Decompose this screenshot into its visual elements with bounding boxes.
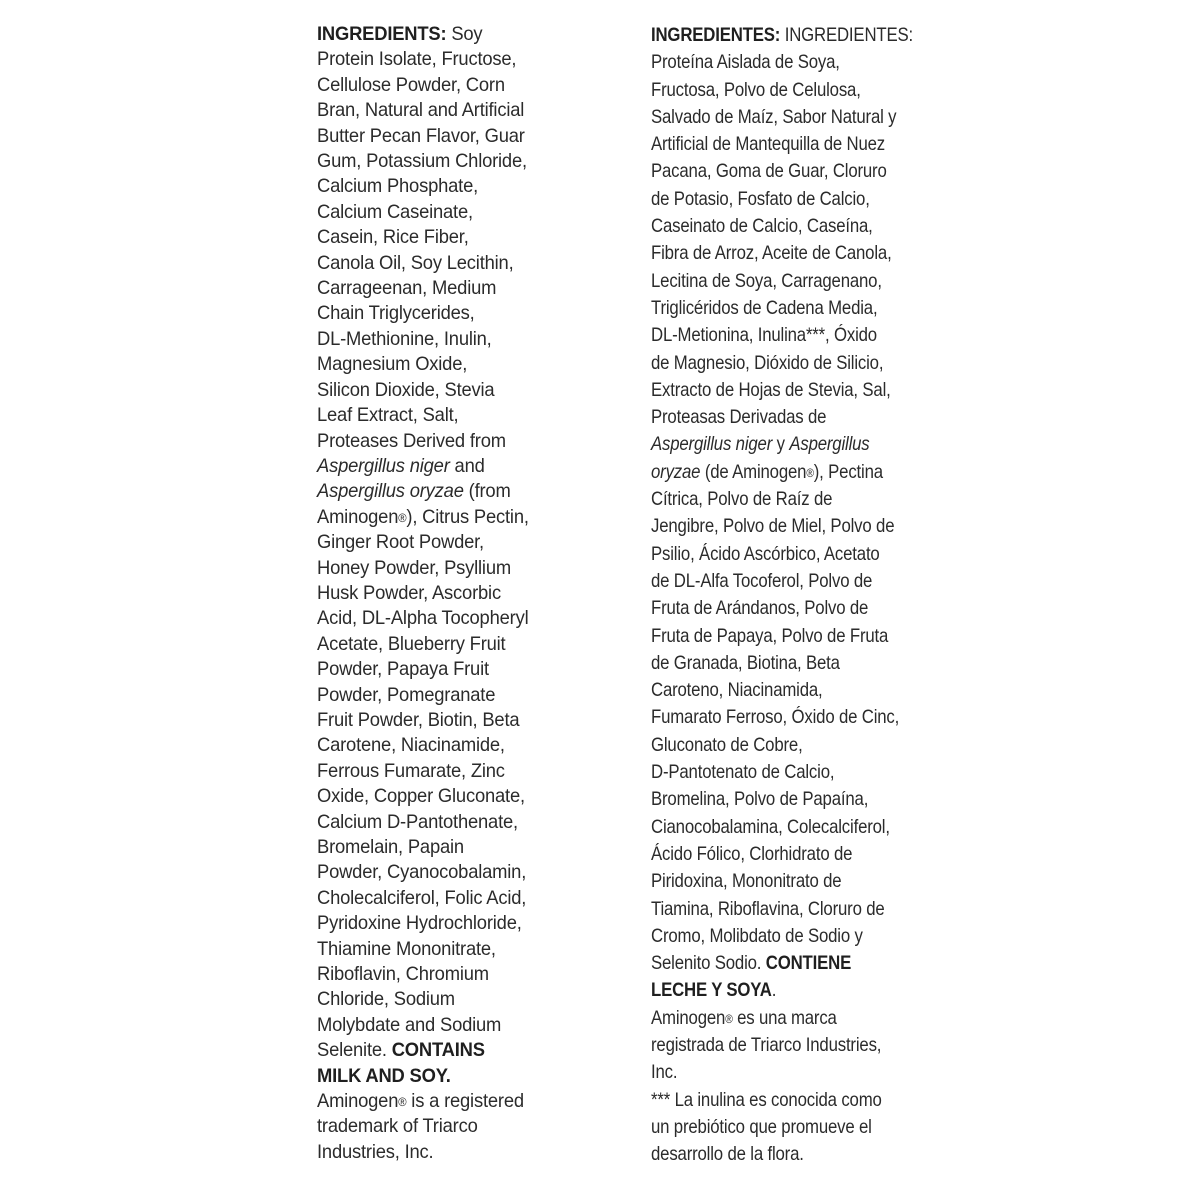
english-line: [317, 505, 529, 530]
spanish-line: [651, 431, 870, 458]
spanish-line-text: y: [772, 433, 790, 456]
english-line: Honey Powder, Psyllium: [317, 556, 511, 579]
spanish-lines-after: [651, 486, 900, 950]
spanish-line: Psilio, Ácido Ascórbico, Acetato: [651, 542, 880, 565]
spanish-line: Tiamina, Riboflavina, Cloruro de: [651, 897, 885, 920]
english-line-text: is a registered: [406, 1090, 524, 1113]
english-line: Chloride, Sodium: [317, 988, 455, 1011]
spanish-line: Fruta de Arándanos, Polvo de: [651, 597, 869, 620]
english-heading: INGREDIENTS:: [317, 23, 447, 45]
english-trademark-line: [317, 1089, 524, 1114]
spanish-italic-aspergillus: Aspergillus: [789, 433, 870, 456]
spanish-line: Jengibre, Polvo de Miel, Polvo de: [651, 515, 895, 538]
english-line: Proteases Derived from: [317, 429, 506, 452]
spanish-line: D-Pantotenato de Calcio,: [651, 761, 835, 784]
registered-mark: ®: [398, 1095, 407, 1110]
registered-mark: ®: [725, 1011, 733, 1026]
spanish-line-text: ), Pectina: [813, 460, 883, 483]
registered-mark: ®: [398, 510, 407, 525]
english-line: Acid, DL-Alpha Tocopheryl: [317, 607, 529, 630]
english-line: Calcium Caseinate,: [317, 200, 473, 223]
spanish-aminogen-word: Aminogen: [651, 1006, 726, 1029]
spanish-line: Triglicéridos de Cadena Media,: [651, 296, 878, 319]
spanish-footnote-line: un prebiótico que promueve el: [651, 1115, 872, 1138]
spanish-heading: INGREDIENTES:: [651, 24, 781, 46]
english-line: Canola Oil, Soy Lecithin,: [317, 251, 514, 274]
english-line: Pyridoxine Hydrochloride,: [317, 912, 522, 935]
spanish-line-text: Selenito Sodio.: [651, 952, 766, 975]
spanish-line: Proteína Aislada de Soya,: [651, 51, 840, 74]
english-trademark-line: Industries, Inc.: [317, 1140, 434, 1163]
english-line: [317, 1038, 485, 1063]
english-line: Powder, Papaya Fruit: [317, 658, 489, 681]
english-line: Magnesium Oxide,: [317, 353, 468, 376]
english-line: Bromelain, Papain: [317, 836, 464, 858]
spanish-trademark-line: [651, 1005, 837, 1032]
spanish-line: [651, 977, 776, 1004]
english-contains-statement: MILK AND SOY.: [317, 1064, 451, 1087]
english-line: Molybdate and Sodium: [317, 1013, 502, 1036]
spanish-line: de Granada, Biotina, Beta: [651, 651, 840, 674]
spanish-contains-statement: CONTIENE: [765, 952, 852, 975]
spanish-line: [651, 950, 851, 977]
english-line: Cholecalciferol, Folic Acid,: [317, 886, 527, 909]
spanish-line: de Potasio, Fosfato de Calcio,: [651, 187, 870, 210]
spanish-line: Fructosa, Polvo de Celulosa,: [651, 78, 861, 101]
english-line: Cellulose Powder, Corn: [317, 73, 505, 96]
spanish-line: Caroteno, Niacinamida,: [651, 679, 823, 702]
english-line: Leaf Extract, Salt,: [317, 404, 459, 427]
english-line-text: (from: [463, 480, 511, 503]
english-line: DL-Methionine, Inulin,: [317, 327, 492, 350]
spanish-line: Fumarato Ferroso, Óxido de Cinc,: [651, 706, 900, 729]
spanish-line: [651, 22, 913, 49]
english-line: Protein Isolate, Fructose,: [317, 48, 517, 71]
english-line: [317, 479, 511, 504]
english-line: Acetate, Blueberry Fruit: [317, 632, 506, 655]
english-line: Carrageenan, Medium: [317, 277, 497, 300]
spanish-line-text: .: [771, 979, 777, 1002]
english-aminogen-word: Aminogen: [317, 1090, 399, 1113]
spanish-line-text: es una marca: [732, 1006, 837, 1029]
english-line-text: Soy: [446, 23, 483, 45]
spanish-line: Salvado de Maíz, Sabor Natural y: [651, 105, 897, 128]
spanish-line: Cítrica, Polvo de Raíz de: [651, 488, 833, 511]
registered-mark: ®: [806, 465, 814, 480]
english-line-text: and: [449, 454, 485, 477]
spanish-line-text: (de Aminogen: [700, 460, 807, 483]
english-line-text: Selenite.: [317, 1039, 392, 1062]
spanish-line: DL-Metionina, Inulina***, Óxido: [651, 324, 877, 347]
english-line: Ginger Root Powder,: [317, 531, 484, 554]
english-trademark-line: trademark of Triarco: [317, 1115, 478, 1138]
spanish-ingredients-column: [651, 22, 913, 1168]
english-line: [317, 22, 482, 47]
spanish-line: Ácido Fólico, Clorhidrato de: [651, 842, 853, 865]
english-line: Chain Triglycerides,: [317, 302, 475, 325]
spanish-line: Proteasas Derivadas de: [651, 406, 827, 429]
english-italic-oryzae: Aspergillus oryzae: [317, 480, 464, 503]
english-line: Powder, Cyanocobalamin,: [317, 861, 527, 884]
english-line: Calcium Phosphate,: [317, 175, 479, 198]
spanish-line: Caseinato de Calcio, Caseína,: [651, 215, 873, 238]
spanish-line: Artificial de Mantequilla de Nuez: [651, 133, 886, 156]
spanish-footnote-line: *** La inulina es conocida como: [651, 1088, 882, 1111]
spanish-trademark-line: Inc.: [651, 1061, 678, 1084]
spanish-contains-statement: LECHE Y SOYA: [651, 979, 772, 1002]
spanish-line: Cianocobalamina, Colecalciferol,: [651, 815, 890, 838]
english-line: Casein, Rice Fiber,: [317, 226, 469, 249]
english-aminogen-word: Aminogen: [317, 505, 399, 528]
spanish-line-text: INGREDIENTES:: [780, 24, 913, 46]
english-lines-before: [317, 47, 527, 454]
english-line: Butter Pecan Flavor, Guar: [317, 124, 525, 147]
english-ingredients-column: [317, 22, 529, 1165]
spanish-trademark-line: registrada de Triarco Industries,: [651, 1033, 882, 1056]
spanish-line: Fibra de Arroz, Aceite de Canola,: [651, 242, 892, 265]
spanish-line: [651, 459, 883, 486]
english-line: Riboflavin, Chromium: [317, 963, 489, 986]
english-line: Husk Powder, Ascorbic: [317, 581, 501, 604]
english-line: Thiamine Mononitrate,: [317, 937, 496, 960]
english-lines-after: [317, 530, 529, 1038]
spanish-italic-niger: Aspergillus niger: [651, 433, 773, 456]
english-contains-statement: CONTAINS: [391, 1039, 485, 1062]
english-line: Bran, Natural and Artificial: [317, 99, 525, 122]
spanish-lines-before: [651, 49, 897, 431]
spanish-line: Bromelina, Polvo de Papaína,: [651, 788, 869, 811]
english-line: Carotene, Niacinamide,: [317, 734, 505, 757]
english-line: Silicon Dioxide, Stevia: [317, 378, 495, 401]
english-line: Gum, Potassium Chloride,: [317, 150, 527, 173]
english-line-text: ), Citrus Pectin,: [406, 505, 529, 528]
spanish-italic-oryzae: oryzae: [651, 460, 701, 483]
english-line: Fruit Powder, Biotin, Beta: [317, 708, 520, 731]
spanish-line: de Magnesio, Dióxido de Silicio,: [651, 351, 884, 374]
spanish-line: Fruta de Papaya, Polvo de Fruta: [651, 624, 889, 647]
english-italic-niger: Aspergillus niger: [317, 454, 450, 477]
spanish-line: Piridoxina, Mononitrato de: [651, 870, 842, 893]
english-line: Powder, Pomegranate: [317, 683, 496, 706]
english-line: Ferrous Fumarate, Zinc: [317, 759, 505, 782]
spanish-line: Pacana, Goma de Guar, Cloruro: [651, 160, 887, 183]
spanish-line: Cromo, Molibdato de Sodio y: [651, 924, 863, 947]
english-line: Calcium D-Pantothenate,: [317, 810, 518, 833]
spanish-line: de DL-Alfa Tocoferol, Polvo de: [651, 569, 873, 592]
english-line: Oxide, Copper Gluconate,: [317, 785, 525, 808]
spanish-line: Gluconato de Cobre,: [651, 733, 803, 756]
english-line: [317, 454, 485, 479]
spanish-footnote-line: desarrollo de la flora.: [651, 1143, 804, 1166]
spanish-line: Lecitina de Soya, Carragenano,: [651, 269, 882, 292]
spanish-line: Extracto de Hojas de Stevia, Sal,: [651, 378, 891, 401]
